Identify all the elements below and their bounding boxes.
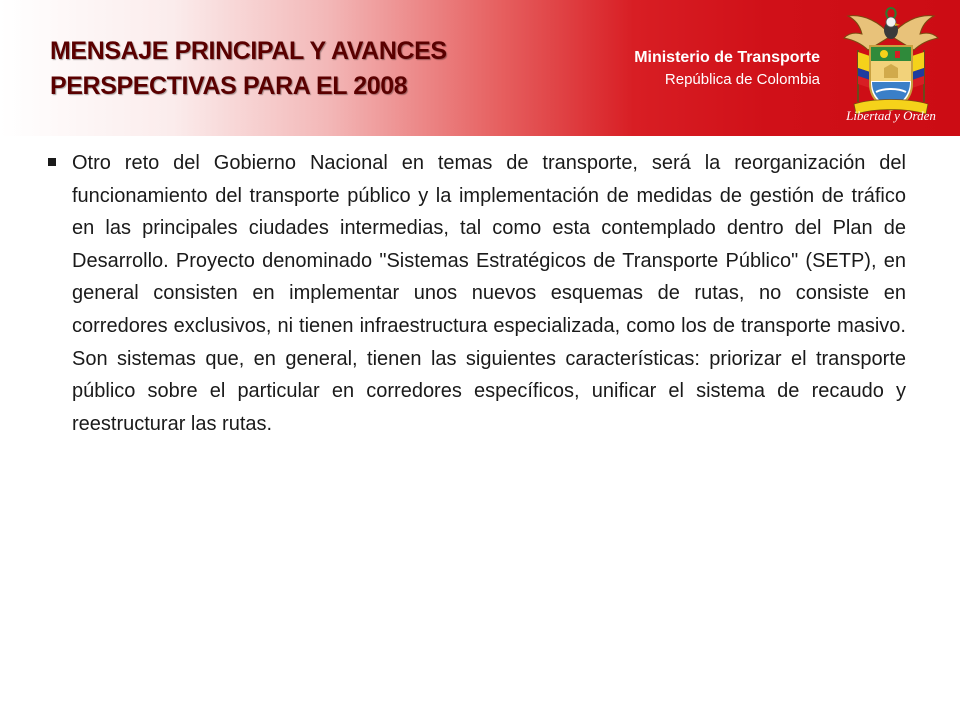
bullet-text: Otro reto del Gobierno Nacional en temas de transporte, será la reorganización del funcionamiento del transporte público y la implementación de medidas de gestión de tráfico en las principales ciudades intermedias, tal como esta contemplado dentro del Plan de Desarrollo. Proyecto denominado "Sistemas Estratégicos de Transporte Público" (SETP), en general consisten en implementar unos nuevos esquemas de rutas, no consiste en corredores exclusivos, ni tienen infraestructura especializada, como los de transporte masivo. Son sistemas que, en general, tienen las siguientes características: priorizar el transporte público sobre el particular en corredores específicos, unificar el sistema de recaudo y reestructurar las rutas.: [72, 152, 906, 435]
square-bullet-icon: [48, 158, 56, 166]
ministry-name: Ministerio de Transporte: [634, 49, 820, 66]
bullet-item: [44, 147, 906, 440]
national-motto: Libertad y Orden: [846, 108, 936, 123]
slide-title-line-2: PERSPECTIVAS PARA EL 2008: [50, 72, 408, 100]
ministry-branding: [634, 47, 820, 91]
slide-title-line-1: MENSAJE PRINCIPAL Y AVANCES: [50, 37, 447, 65]
slide-content: [44, 147, 906, 440]
ministry-country: República de Colombia: [664, 71, 820, 88]
slide-title: [50, 34, 510, 104]
